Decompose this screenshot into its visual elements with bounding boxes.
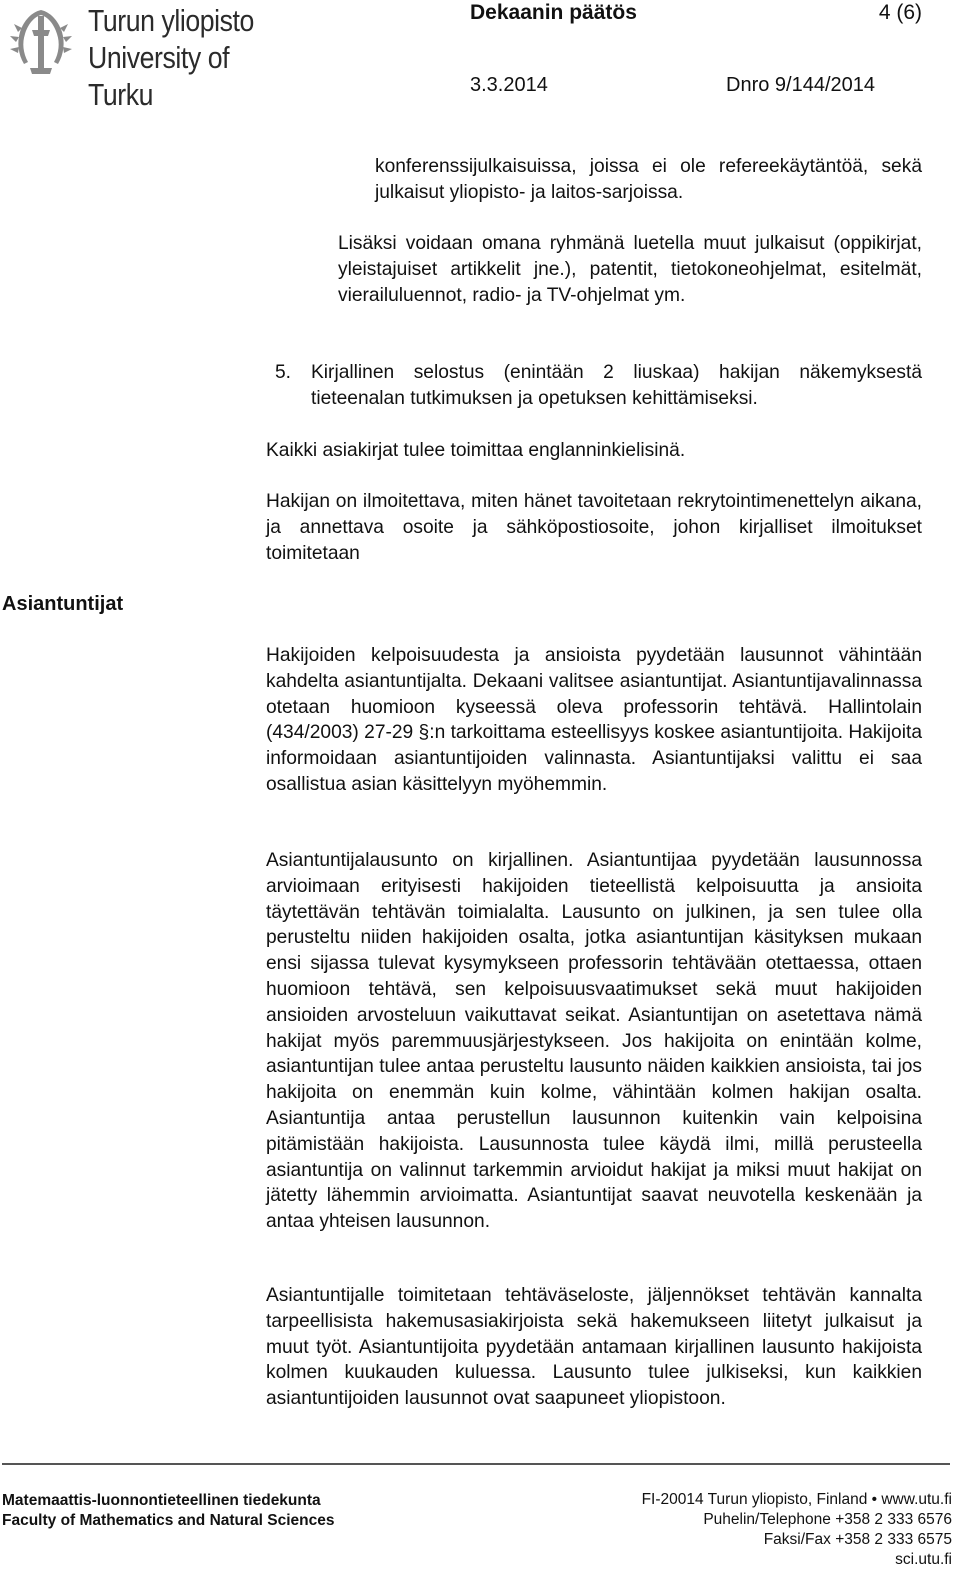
paragraph-other-publications: Lisäksi voidaan omana ryhmänä luetella muut julkaisut (oppikirjat, yleistajuiset artikkelit jne.), patentit, tietokoneohjelmat, esitelmät, vierailuluennot, radio- ja TV-ohjelmat ym. — [338, 233, 922, 306]
paragraph-contact: Hakijan on ilmoitettava, miten hänet tavoitetaan rekrytointimenettelyn aikana, ja annettava osoite ja sähköpostiosoite, johon kirjalliset ilmoitukset toimitetaan — [266, 491, 922, 564]
document-title: Dekaanin päätös — [470, 1, 637, 24]
university-logo — [2, 0, 302, 112]
university-seal-icon — [2, 2, 80, 78]
document-reference: Dnro 9/144/2014 — [726, 74, 876, 96]
footer-faculty-en: Faculty of Mathematics and Natural Sciences — [2, 1512, 335, 1529]
footer-divider — [2, 1463, 950, 1465]
footer-fax: Faksi/Fax +358 2 333 6575 — [763, 1531, 952, 1548]
paragraph-expert-selection: Hakijoiden kelpoisuudesta ja ansioista pyydetään lausunnot vähintään kahdelta asiantuntijalta. Dekaani valitsee asiantuntijat. Asiantuntijavalinnassa otetaan huomioon kyseessä oleva professorin tehtävä. Hallintolain (434/2003) 27-29 §:n tarkoittama esteellisyys koskee asiantuntijoita. Hakijoita informoidaan asiantuntijoiden valinnasta. Asiantuntijaksi valittu ei saa osallistua asian käsittelyyn myöhemmin. — [266, 645, 922, 795]
document-date: 3.3.2014 — [470, 74, 548, 96]
footer-faculty-fi: Matemaattis-luonnontieteellinen tiedekunta — [2, 1492, 321, 1509]
section-heading-experts: Asiantuntijat — [2, 593, 124, 615]
list-item-text: Kirjallinen selostus (enintään 2 liuskaa) hakijan näkemyksestä tieteenalan tutkimuksen ja opetuksen kehittämiseksi. — [311, 362, 922, 409]
footer-phone: Puhelin/Telephone +358 2 333 6576 — [703, 1511, 952, 1528]
paragraph-continued: konferenssijulkaisuissa, joissa ei ole refereekäytäntöä, sekä julkaisut yliopisto- ja laitos-sarjoissa. — [375, 156, 922, 203]
footer-web: sci.utu.fi — [895, 1551, 952, 1568]
logo-line-en: University of Turku — [88, 40, 230, 112]
footer-address: FI-20014 Turun yliopisto, Finland • www.utu.fi — [641, 1491, 952, 1508]
paragraph-language: Kaikki asiakirjat tulee toimittaa englanninkielisinä. — [266, 440, 686, 461]
paragraph-expert-statement: Asiantuntijalausunto on kirjallinen. Asiantuntijaa pyydetään lausunnossa arvioimaan erityisesti hakijoiden tieteellistä kelpoisuutta ja ansioita täytettävän tehtävän toimialalta. Lausunto on julkinen, ja sen tulee olla perusteltu niiden hakijoiden osalta, jotka asiantuntijan käsityksen mukaan ensi sijassa tulevat kysymykseen professorin tehtävään otettaessa, ottaen huomioon tehtävä, sen kelpoisuusvaatimukset sekä muut hakijoiden ansioiden arvosteluun vaikuttavat seikat. Asiantuntijan on asetettava nämä hakijat myös paremmuusjärjestykseen. Jos hakijoita on enintään kolme, asiantuntijan tulee antaa perusteltu lausunto näiden kaikkien ansioista, tai jos hakijoita on enemmän kuin kolme, vähintään kolmen hakijan osalta. Asiantuntija antaa perustellun lausunnon kuitenkin vain kelpoisina pitämistään hakijoista. Lausunnosta tulee käydä ilmi, millä perusteella asiantuntija on valinnut tarkemmin arvioidut hakijat ja miksi muut hakijat on jätetty lähemmin arvioimatta. Asiantuntijat saavat neuvotella keskenään ja antaa yhteisen lausunnon. — [266, 850, 922, 1233]
list-item-number: 5. — [275, 362, 292, 383]
paragraph-materials: Asiantuntijalle toimitetaan tehtäväseloste, jäljennökset tehtävän kannalta tarpeellisista hakemusasiakirjoista sekä hakemukseen liitetyt julkaisut ja muut työt. Asiantuntijoita pyydetään antamaan kirjallinen lausunto hakijoista kolmen kuukauden kuluessa. Lausunto tulee julkiseksi, kun kaikkien asiantuntijoiden lausunnot ovat saapuneet yliopistoon. — [266, 1285, 922, 1410]
logo-line-fi: Turun yliopisto — [88, 3, 254, 38]
page-number: 4 (6) — [878, 1, 922, 24]
